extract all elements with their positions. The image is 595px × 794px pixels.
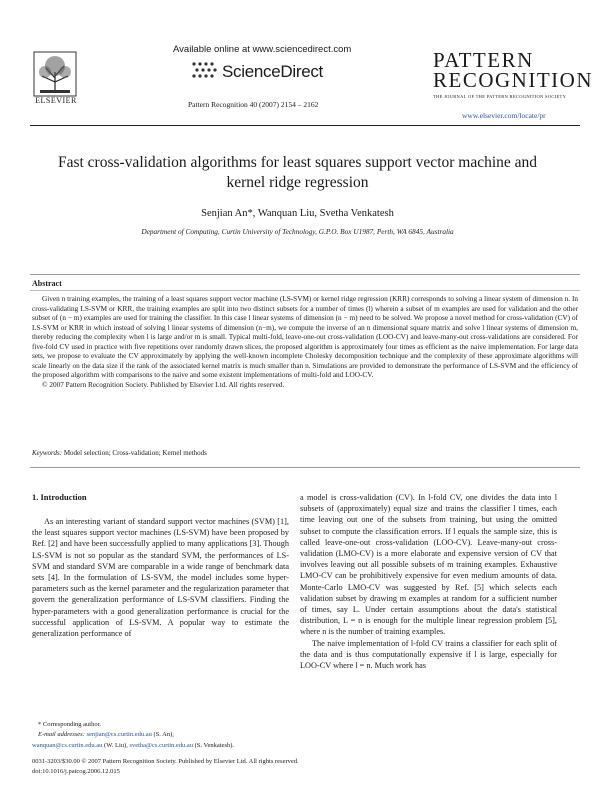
- available-online-text: Available online at www.sciencedirect.com: [173, 44, 352, 55]
- journal-title: [433, 48, 593, 92]
- issn-line: 0031-3203/$30.00 © 2007 Pattern Recognition Society. Published by Elsevier Ltd. All rights reserved.: [32, 758, 299, 765]
- footnote-emails-line2: [32, 741, 289, 751]
- publisher-name: ELSEVIER: [35, 96, 77, 105]
- article-title: Fast cross-validation algorithms for least squares support vector machine and kernel ridge regression: [57, 154, 538, 191]
- abstract-heading: Abstract: [32, 279, 62, 288]
- keywords-text: Model selection; Cross-validation; Kernel methods: [63, 449, 207, 457]
- email-name-venkatesh: (S. Venkatesh).: [194, 741, 235, 749]
- abstract-body: [32, 295, 578, 390]
- intro-paragraph-2: The naive implementation of l-fold CV trains a classifier for each split of the data and is thus computationally expensive if l is large, especially for LOO-CV where l = n. Much work has: [300, 638, 557, 671]
- footnote: [32, 720, 289, 751]
- email-link-an[interactable]: senjian@cs.curtin.edu.au: [86, 731, 152, 739]
- footnote-emails-line1: [32, 730, 289, 740]
- sciencedirect-dots-icon: [190, 60, 220, 84]
- email-name-an: (S. An),: [153, 731, 174, 739]
- journal-reference: Pattern Recognition 40 (2007) 2154 – 2162: [188, 100, 319, 109]
- email-name-liu: (W. Liu),: [104, 741, 128, 749]
- abstract-text: Given n training examples, the training of a least squares support vector machine (LS-SVM) or kernel ridge regression (KRR) corresponds to solving a linear system of dimension n. In cross-validating LS-SVM or KRR, the training examples are split into two distinct subsets for a number of times (l) wherein a subset of m examples are used for validation and the other subset of (n − m) examples are used for training the classifier. In this case l linear systems of dimension (n − m) need to be solved. We propose a novel method for cross-validation (CV) of LS-SVM or KRR in which instead of solving l linear systems of dimension (n−m), we compute the inverse of an n dimensional square matrix and solve l linear systems of dimension m, thereby reducing the complexity when l is large and/or m is small. Typical multi-fold, leave-one-out cross-validation (LOO-CV) and leave-many-out cross-validations are considered. For five-fold CV used in practice with five repetitions over randomly drawn slices, the proposed algorithm is approximately four times as efficient as the naive implementation. For large data sets, we propose to evaluate the CV approximately by applying the well-known incomplete Cholesky decomposition technique and the complexity of these approximate algorithms will scale linearly on the data size if the rank of the associated kernel matrix is much smaller than n. Simulations are provided to demonstrate the performance of LS-SVM and the efficiency of the proposed algorithm with comparisons to the naive and some existent implementations of multi-fold and LOO-CV.: [32, 295, 578, 379]
- intro-paragraph-1: As an interesting variant of standard support vector machines (SVM) [1], the least squares support vector machines (LS-SVM) have been proposed by Ref. [2] and have been successfully applied to many applications [3]. Though LS-SVM is not so popular as the standard SVM, the performances of LS-SVM and standard SVM are comparable in a wide range of benchmark data sets [4]. In the formulation of LS-SVM, the model includes some hyper-parameters such as the kernel parameter and the regularization parameter that govern the generalization performance of LS-SVM classifiers. Finding the hyper-parameters with a good generalization performance is crucial for the successful application of LS-SVM. A popular way to estimate the generalization performance of: [32, 517, 289, 639]
- abstract-heading-divider: [30, 290, 580, 291]
- journal-url-link[interactable]: www.elsevier.com/locate/pr: [462, 111, 546, 120]
- intro-left-column: [32, 516, 289, 639]
- email-link-venkatesh[interactable]: svetha@cs.curtin.edu.au: [129, 741, 194, 749]
- keywords-divider: [30, 467, 580, 468]
- email-link-liu[interactable]: wanquan@cs.curtin.edu.au: [32, 741, 103, 749]
- header-divider: [30, 125, 580, 126]
- article-authors: Senjian An*, Wanquan Liu, Svetha Venkatesh: [201, 208, 394, 219]
- abstract-top-divider: [30, 274, 580, 275]
- journal-subtitle: THE JOURNAL OF THE PATTERN RECOGNITION SOCIETY: [433, 94, 567, 99]
- sciencedirect-brand: ScienceDirect: [222, 62, 323, 81]
- author-affiliation: Department of Computing, Curtin University of Technology, G.P.O. Box U1987, Perth, WA 6845, Australia: [141, 227, 454, 236]
- page-bottom-info: [32, 757, 578, 778]
- journal-title-line2: RECOGNITION: [433, 68, 593, 92]
- journal-title-line1: PATTERN: [433, 48, 534, 72]
- keywords: [32, 449, 578, 457]
- doi-line[interactable]: doi:10.1016/j.patcog.2006.12.015: [32, 768, 120, 776]
- email-label: E-mail addresses:: [38, 731, 85, 739]
- footnote-corresponding: * Corresponding author.: [38, 721, 102, 728]
- abstract-copyright: © 2007 Pattern Recognition Society. Published by Elsevier Ltd. All rights reserved.: [42, 380, 285, 389]
- keywords-label: Keywords:: [32, 449, 63, 457]
- intro-right-column: [300, 492, 557, 671]
- section-heading-introduction: 1. Introduction: [32, 492, 87, 502]
- intro-paragraph-continued: a model is cross-validation (CV). In l-fold CV, one divides the data into l subsets of (approximately) equal size and trains the classifier l times, each time leaving out one of the subsets from training, but using the omitted subset to compute the classification errors. If l equals the sample size, this is called leave-one-out cross-validation (LOO-CV). Leave-many-out cross-validation (LMO-CV) is a more elaborate and expensive version of CV that involves leaving out all possible subsets of m training examples. Exhaustive LMO-CV can be prohibitively expensive for even medium amounts of data. Monte-Carlo LMO-CV was suggested by Ref. [5] which selects each validation subset by drawing m examples at random for a sufficient number of times, say L. Under certain assumptions about the data's statistical distribution, L = n is enough for the multiple linear regression problem [5], where n is the number of training examples.: [300, 493, 557, 637]
